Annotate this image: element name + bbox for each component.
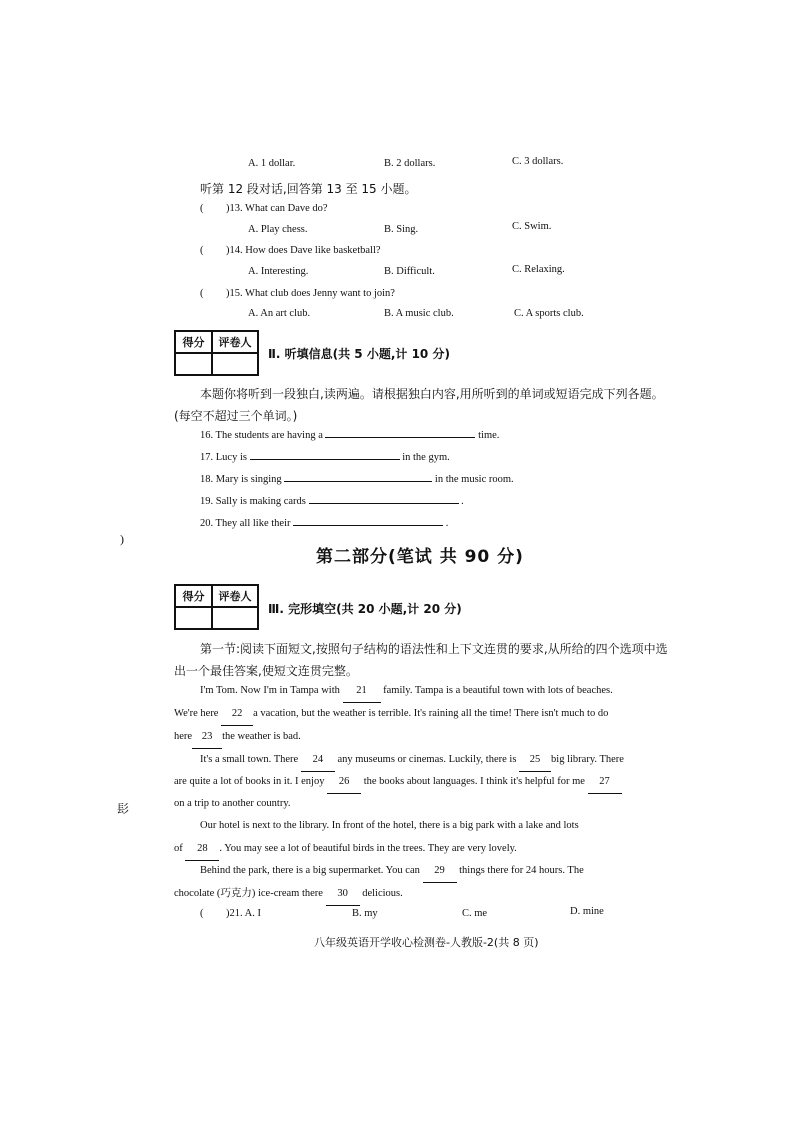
option-b: B. Sing. [384, 224, 419, 235]
answer-blank[interactable] [250, 459, 400, 460]
option-b: B. 2 dollars. [384, 158, 436, 169]
grader-cell[interactable] [212, 353, 258, 375]
grader-label: 评卷人 [212, 585, 258, 607]
answer-paren: ( [200, 245, 204, 256]
score-cell[interactable] [175, 353, 212, 375]
blank-23[interactable]: 23 [192, 726, 222, 749]
page-footer: 八年级英语开学收心检测卷-人教版-2(共 8 页) [314, 936, 539, 949]
option-c: C. Relaxing. [512, 264, 565, 275]
blank-26[interactable]: 26 [327, 771, 361, 794]
passage-line: It's a small town. There 24 any museums or cinemas. Luckily, there is 25 big library. There [200, 749, 624, 772]
fill-item-17: 17. Lucy is in the gym. [200, 452, 450, 463]
section-3-instruction-cont: 出一个最佳答案,使短文连贯完整。 [174, 664, 358, 678]
score-box [174, 584, 259, 630]
question-15: )15. What club does Jenny want to join? [226, 288, 395, 299]
option-a: A. An art club. [248, 308, 311, 319]
section-2-instruction-note: (每空不超过三个单词。) [174, 409, 298, 423]
section-2-instruction: 本题你将听到一段独白,读两遍。请根据独白内容,用所听到的单词或短语完成下列各题。 [200, 387, 664, 401]
blank-27[interactable]: 27 [588, 771, 622, 794]
section-3-instruction: 第一节:阅读下面短文,按照句子结构的语法性和上下文连贯的要求,从所给的四个选项中选 [200, 642, 668, 656]
passage-line: of 28 . You may see a lot of beautiful birds in the trees. They are very lovely. [174, 838, 517, 861]
fill-item-19: 19. Sally is making cards . [200, 496, 464, 507]
option-d: D. mine [570, 906, 604, 917]
option-a: A. Play chess. [248, 224, 308, 235]
score-cell[interactable] [175, 607, 212, 629]
grader-label: 评卷人 [212, 331, 258, 353]
option-c: C. Swim. [512, 221, 552, 232]
answer-paren: ( [200, 203, 204, 214]
section-2-title: Ⅱ. 听填信息(共 5 小题,计 10 分) [268, 347, 450, 361]
passage-line: We're here 22 a vacation, but the weather is terrible. It's raining all the time! There isn't much to do [174, 703, 608, 726]
passage-line: Behind the park, there is a big supermarket. You can 29 things there for 24 hours. The [200, 860, 584, 883]
part-2-title: 第二部分(笔试 共 90 分) [316, 547, 524, 567]
option-a: A. Interesting. [248, 266, 309, 277]
instruction-12: 听第 12 段对话,回答第 13 至 15 小题。 [200, 182, 417, 196]
blank-25[interactable]: 25 [519, 749, 551, 772]
answer-paren: ( [200, 908, 204, 919]
blank-22[interactable]: 22 [221, 703, 253, 726]
blank-30[interactable]: 30 [326, 883, 360, 906]
option-c: C. 3 dollars. [512, 156, 564, 167]
fill-item-20: 20. They all like their . [200, 518, 449, 529]
passage-line: Our hotel is next to the library. In front of the hotel, there is a big park with a lake and lots [200, 820, 579, 831]
answer-blank[interactable] [309, 503, 459, 504]
score-label: 得分 [175, 585, 212, 607]
option-b: B. A music club. [384, 308, 454, 319]
answer-blank[interactable] [293, 525, 443, 526]
blank-28[interactable]: 28 [185, 838, 219, 861]
question-21: )21. A. I [226, 908, 261, 919]
option-c: C. me [462, 908, 488, 919]
margin-mark: 髟 [117, 802, 130, 816]
margin-mark: ) [120, 532, 124, 546]
passage-line: chocolate (巧克力) ice-cream there 30 delicious. [174, 883, 403, 906]
answer-paren: ( [200, 288, 204, 299]
score-label: 得分 [175, 331, 212, 353]
question-13: )13. What can Dave do? [226, 203, 328, 214]
answer-blank[interactable] [284, 481, 432, 482]
question-14: )14. How does Dave like basketball? [226, 245, 381, 256]
option-c: C. A sports club. [514, 308, 584, 319]
passage-line: I'm Tom. Now I'm in Tampa with 21 family. Tampa is a beautiful town with lots of beaches. [200, 680, 613, 703]
option-a: A. 1 dollar. [248, 158, 296, 169]
option-b: B. Difficult. [384, 266, 435, 277]
fill-item-16: 16. The students are having a time. [200, 430, 500, 441]
passage-line: are quite a lot of books in it. I enjoy 26 the books about languages. I think it's helpful for me 27 [174, 771, 622, 794]
answer-blank[interactable] [325, 437, 475, 438]
blank-24[interactable]: 24 [301, 749, 335, 772]
blank-29[interactable]: 29 [423, 860, 457, 883]
option-b: B. my [352, 908, 378, 919]
score-box [174, 330, 259, 376]
grader-cell[interactable] [212, 607, 258, 629]
fill-item-18: 18. Mary is singing in the music room. [200, 474, 514, 485]
passage-line: here 23 the weather is bad. [174, 726, 301, 749]
passage-line: on a trip to another country. [174, 798, 291, 809]
blank-21[interactable]: 21 [343, 680, 381, 703]
section-3-title: Ⅲ. 完形填空(共 20 小题,计 20 分) [268, 602, 462, 616]
